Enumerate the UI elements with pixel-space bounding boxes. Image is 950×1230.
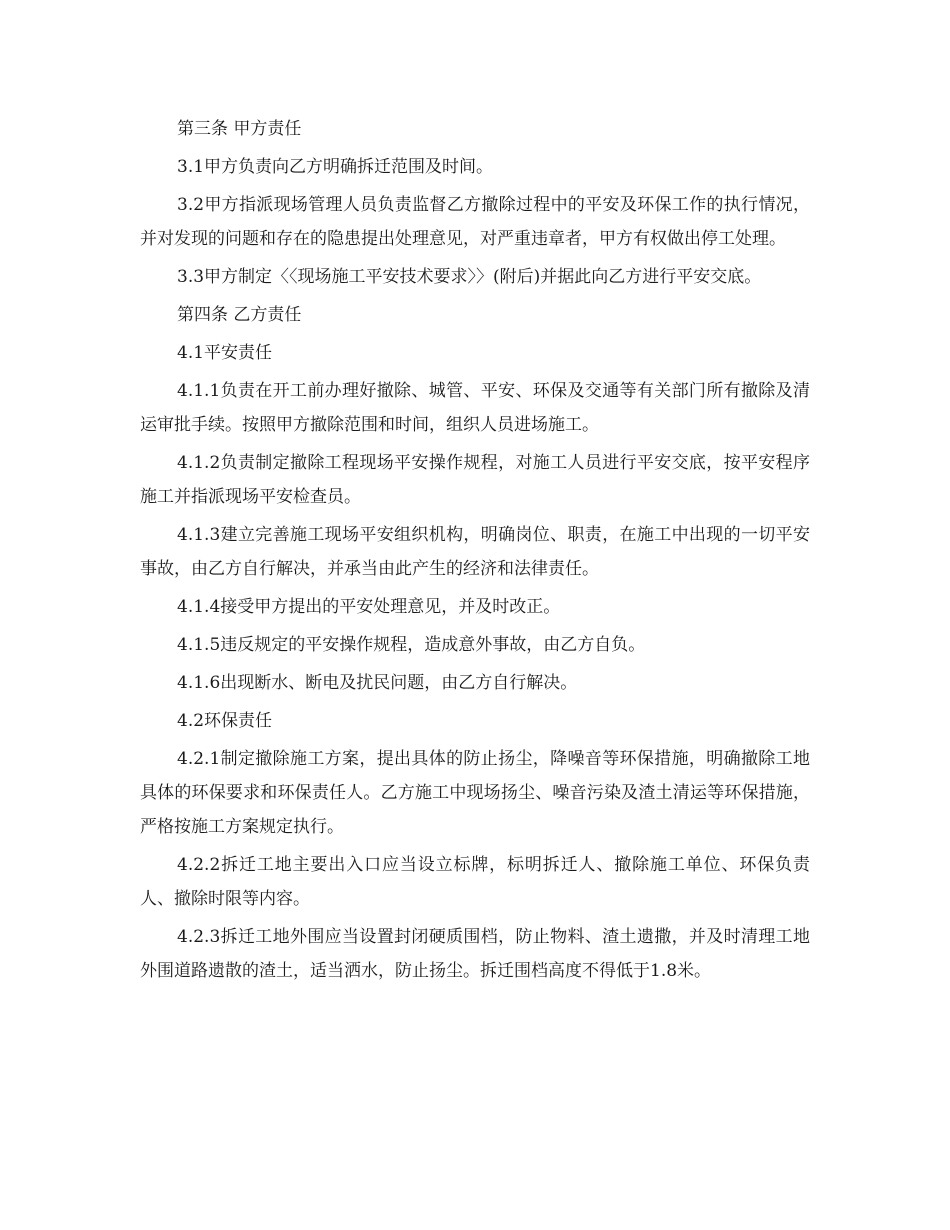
section-heading-article-4: 第四条 乙方责任 [177,305,302,325]
clause-4-1-6: 4.1.6出现断水、断电及扰民问题，由乙方自行解决。 [177,673,578,693]
subsection-4-1: 4.1平安责任 [177,343,273,363]
document-page [140,112,810,992]
subsection-4-2: 4.2环保责任 [177,711,273,731]
clause-4-1-3: 4.1.3建立完善施工现场平安组织机构，明确岗位、职责，在施工中出现的一切平安事故，由乙方自行解决，并承当由此产生的经济和法律责任。 [140,525,810,579]
clause-4-1-2: 4.1.2负责制定撤除工程现场平安操作规程，对施工人员进行平安交底，按平安程序施工并指派现场平安检查员。 [140,453,810,507]
clause-3-2: 3.2甲方指派现场管理人员负责监督乙方撤除过程中的平安及环保工作的执行情况，并对发现的问题和存在的隐患提出处理意见，对严重违章者，甲方有权做出停工处理。 [140,195,810,249]
clause-3-1: 3.1甲方负责向乙方明确拆迁范围及时间。 [177,157,494,177]
section-heading-article-3: 第三条 甲方责任 [177,119,302,139]
clause-4-1-4: 4.1.4接受甲方提出的平安处理意见，并及时改正。 [177,597,561,617]
clause-4-1-1: 4.1.1负责在开工前办理好撤除、城管、平安、环保及交通等有关部门所有撤除及清运审批手续。按照甲方撤除范围和时间，组织人员进场施工。 [140,381,810,435]
clause-4-2-1: 4.2.1制定撤除施工方案，提出具体的防止扬尘，降噪音等环保措施，明确撤除工地具体的环保要求和环保责任人。乙方施工中现场扬尘、噪音污染及渣土清运等环保措施，严格按施工方案规定执行。 [140,749,810,837]
clause-4-2-2: 4.2.2拆迁工地主要出入口应当设立标牌，标明拆迁人、撤除施工单位、环保负责人、撤除时限等内容。 [140,855,810,909]
clause-4-2-3: 4.2.3拆迁工地外围应当设置封闭硬质围档，防止物料、渣土遗撒，并及时清理工地外围道路遗散的渣土，适当洒水，防止扬尘。拆迁围档高度不得低于1.8米。 [140,927,810,981]
clause-4-1-5: 4.1.5违反规定的平安操作规程，造成意外事故，由乙方自负。 [177,635,646,655]
clause-3-3: 3.3甲方制定〈〈现场施工平安技术要求〉〉(附后)并据此向乙方进行平安交底。 [177,267,762,287]
